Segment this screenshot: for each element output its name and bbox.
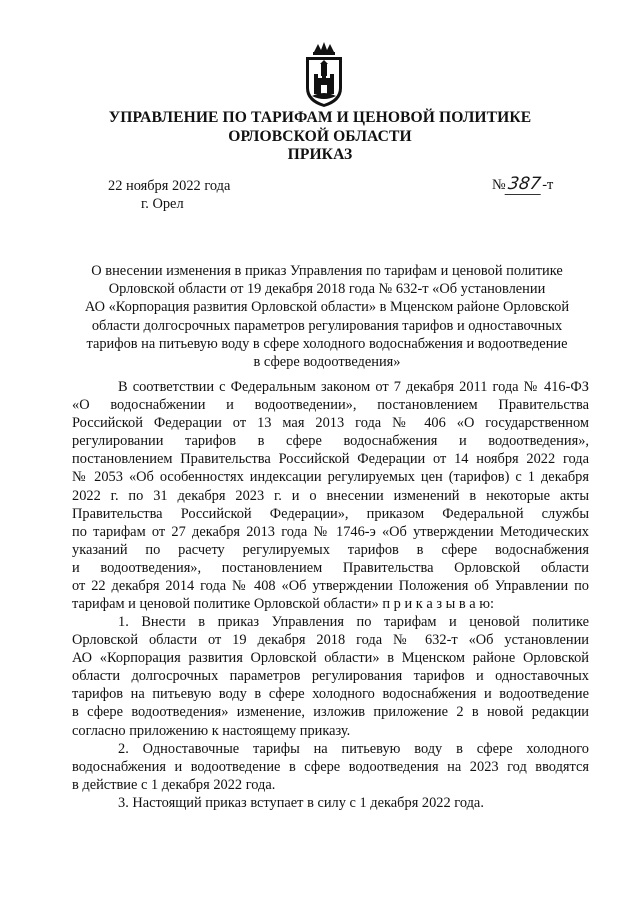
- text-line: 2. Одноставочные тарифы на питьевую воду в сфере холодного: [118, 741, 589, 757]
- subject-line: АО «Корпорация развития Орловской области» в Мценском районе Орловской: [84, 299, 570, 316]
- text-line: указаний по расчету регулируемых тарифов в сфере водоснабжения: [72, 541, 589, 558]
- issuer-title: УПРАВЛЕНИЕ ПО ТАРИФАМ И ЦЕНОВОЙ ПОЛИТИКЕ: [108, 109, 532, 126]
- order-item-1: [72, 613, 589, 740]
- text-line: тарифов на питьевую воду в сфере холодного водоснабжения и водоотведение: [72, 686, 589, 703]
- subject-line: тарифов на питьевую воду в сфере холодного водоснабжения и водоотведение: [86, 335, 568, 352]
- subject-line: Орловской области от 19 декабря 2018 года № 632-т «Об установлении: [108, 281, 546, 298]
- subject-line: О внесении изменения в приказ Управления по тарифам и ценовой политике: [91, 263, 563, 279]
- order-number: [492, 175, 553, 195]
- order-number-prefix: №: [492, 177, 506, 193]
- text-line: Правительства Российской Федерации», приказом Федеральной службы: [72, 505, 589, 522]
- issuer-region: ОРЛОВСКОЙ ОБЛАСТИ: [228, 128, 412, 145]
- subject-line: области долгосрочных параметров регулирования тарифов и одноставочных: [91, 317, 563, 334]
- text-line: согласно приложению к настоящему приказу.: [72, 722, 351, 739]
- text-line: области долгосрочных параметров регулирования тарифов и одноставочных: [72, 668, 589, 685]
- text-line: тарифам и ценовой политике Орловской области» п р и к а з ы в а ю:: [72, 596, 494, 613]
- order-city: г. Орел: [141, 196, 184, 212]
- text-line: «О водоснабжении и водоотведении», постановлением Правительства: [72, 397, 589, 414]
- text-line: № 2053 «Об особенностях индексации регулируемых цен (тарифов) с 1 декабря: [72, 469, 589, 486]
- text-line: Российской Федерации от 13 мая 2013 года № 406 «О государственном: [72, 415, 589, 432]
- text-line: от 22 декабря 2014 года № 408 «Об утверждении Положения об Управлении по: [72, 578, 589, 595]
- text-line: 1. Внести в приказ Управления по тарифам и ценовой политике: [118, 614, 589, 630]
- text-line: Орловской области от 19 декабря 2018 года № 632-т «Об установлении: [72, 632, 589, 649]
- coat-of-arms-icon: [300, 42, 348, 108]
- text-line: в действие с 1 декабря 2022 года.: [72, 777, 276, 794]
- text-line: 2022 г. по 31 декабря 2023 г. и о внесении изменений в некоторые акты: [72, 487, 589, 504]
- order-item-3: [72, 794, 589, 812]
- subject-line: в сфере водоотведения»: [253, 354, 401, 371]
- text-line: 3. Настоящий приказ вступает в силу с 1 декабря 2022 года.: [118, 795, 484, 811]
- order-number-suffix: -т: [542, 177, 554, 193]
- text-line: постановлением Правительства Российской Федерации от 14 ноября 2022 года: [72, 451, 589, 468]
- text-line: и водоотведения», постановлением Правительства Орловской области: [72, 559, 589, 576]
- text-line: водоснабжения и водоотведение в сфере водоотведения на 2023 год вводятся: [72, 759, 589, 776]
- text-line: в сфере водоотведения» изменение, изложив приложение 2 в новой редакции: [72, 704, 589, 721]
- order-number-handwritten: 387: [504, 175, 543, 195]
- order-subject: [72, 262, 582, 371]
- text-line: регулировании тарифов в сфере водоснабжения и водоотведения»,: [72, 433, 589, 450]
- text-line: АО «Корпорация развития Орловской области» в Мценском районе Орловской: [72, 650, 589, 667]
- order-item-2: [72, 740, 589, 794]
- order-date: 22 ноября 2022 года: [108, 178, 231, 194]
- document-type: ПРИКАЗ: [287, 146, 353, 163]
- text-line: по тарифам от 27 декабря 2013 года № 1746-э «Об утверждении Методических: [72, 523, 589, 540]
- preamble-paragraph: [72, 378, 589, 613]
- text-line: В соответствии с Федеральным законом от 7 декабря 2011 года № 416-ФЗ: [118, 379, 589, 395]
